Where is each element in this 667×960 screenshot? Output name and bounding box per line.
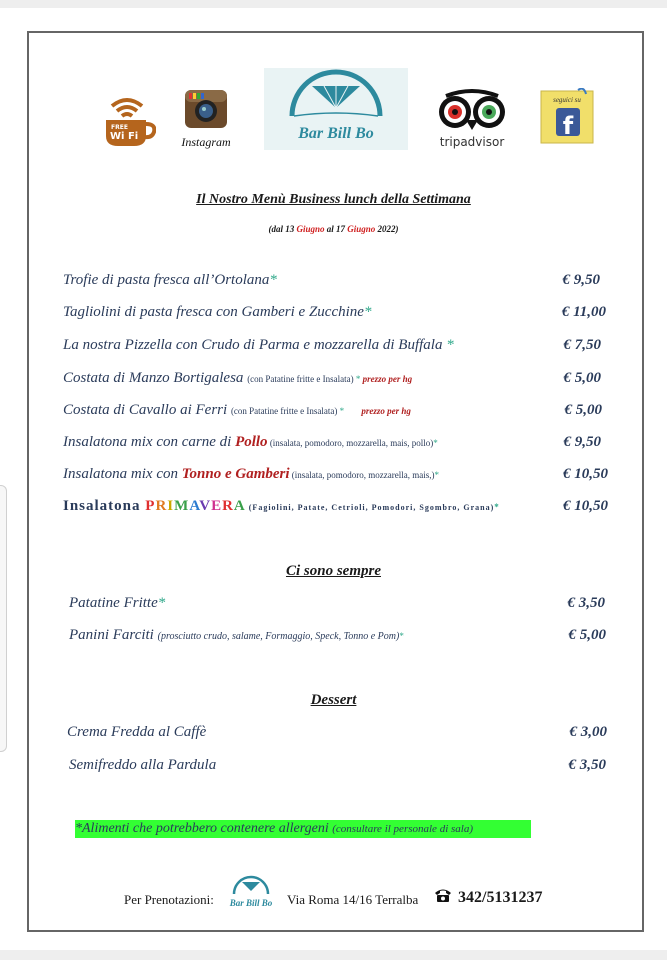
menu-title: Il Nostro Menù Business lunch della Settimana (196, 192, 471, 207)
svg-text:seguici su: seguici su (553, 96, 581, 104)
bar-bill-bo-logo (264, 68, 408, 150)
wifi-cup-icon (98, 92, 156, 150)
menu-item-price: € 11,00 (561, 304, 606, 320)
list-item-price: € 3,50 (567, 595, 605, 611)
bottom-band (0, 950, 667, 960)
dessert-item-price: € 3,00 (569, 724, 607, 740)
primavera-letter: R (155, 498, 168, 514)
primavera-letter: V (199, 498, 212, 514)
primavera-letter: I (167, 498, 175, 514)
svg-text:tripadvisor: tripadvisor (439, 135, 505, 149)
menu-item-price: € 5,00 (563, 370, 601, 386)
phone-icon (433, 887, 453, 903)
menu-item-price: € 10,50 (563, 498, 608, 514)
booking-label: Per Prenotazioni: (124, 892, 214, 907)
instagram-icon (176, 88, 236, 152)
primavera-letter: A (189, 498, 200, 514)
side-tab[interactable] (0, 485, 7, 752)
svg-text:Bar Bill Bo: Bar Bill Bo (229, 898, 273, 908)
svg-text:Wi Fi: Wi Fi (110, 131, 139, 142)
menu-item-price: € 7,50 (563, 337, 601, 353)
dessert-item: Semifreddo alla Pardula (69, 757, 217, 773)
svg-text:FREE: FREE (111, 124, 128, 131)
menu-item: Costata di Cavallo ai Ferri (con Patatine fritte e Insalata) * prezzo per hg (63, 402, 411, 418)
primavera-letter: P (145, 498, 156, 514)
primavera-rainbow-text (145, 498, 245, 514)
allergen-notice: *Alimenti che potrebbero contenere allergeni (consultare il personale di sala) (75, 820, 531, 838)
dessert-item: Crema Fredda al Caffè (67, 724, 207, 740)
menu-item: Insalatona mix con carne di Pollo (insalata, pomodoro, mozzarella, mais, pollo)* (63, 434, 438, 450)
menu-item: Insalatona mix con Tonno e Gamberi (insalata, pomodoro, mozzarella, mais,)* (63, 466, 439, 482)
section-title-always: Ci sono sempre (285, 563, 381, 579)
footer (0, 885, 667, 915)
primavera-letter: E (211, 498, 223, 514)
top-band (0, 0, 667, 8)
menu-item-price: € 9,50 (562, 272, 600, 288)
menu-item: Insalatona PRIMAVERA (Fagiolini, Patate, Cetrioli, Pomodori, Sgombro, Grana)* (63, 498, 500, 514)
menu-item: La nostra Pizzella con Crudo di Parma e mozzarella di Buffala * (63, 337, 454, 353)
bar-bill-bo-mini-logo (222, 872, 280, 912)
dessert-item-price: € 3,50 (568, 757, 606, 773)
section-title-dessert: Dessert (310, 692, 357, 708)
tripadvisor-icon (432, 88, 512, 150)
svg-text:Bar Bill Bo: Bar Bill Bo (298, 125, 374, 142)
list-item: Patatine Fritte* (69, 595, 166, 611)
facebook-note-icon (538, 88, 596, 146)
date-range: (dal 13 Giugno al 17 Giugno 2022) (268, 224, 399, 234)
primavera-letter: A (233, 498, 246, 514)
address: Via Roma 14/16 Terralba (287, 892, 419, 907)
menu-item-price: € 10,50 (563, 466, 608, 482)
menu-item-price: € 9,50 (563, 434, 601, 450)
menu-item: Costata di Manzo Bortigalesa (con Patatine fritte e Insalata) * prezzo per hg (63, 370, 413, 386)
phone-number[interactable]: 342/5131237 (458, 889, 543, 906)
svg-text:Instagram: Instagram (181, 135, 231, 149)
menu-item-price: € 5,00 (564, 402, 602, 418)
primavera-letter: M (174, 498, 190, 514)
list-item: Panini Farciti (prosciutto crudo, salame, Formaggio, Speck, Tonno e Pom)* (69, 627, 404, 643)
list-item-price: € 5,00 (568, 627, 606, 643)
menu-item: Trofie di pasta fresca all’Ortolana* (63, 272, 277, 288)
primavera-letter: R (222, 498, 234, 514)
svg-text:f: f (562, 112, 574, 140)
menu-item: Tagliolini di pasta fresca con Gamberi e Zucchine* (63, 304, 372, 320)
